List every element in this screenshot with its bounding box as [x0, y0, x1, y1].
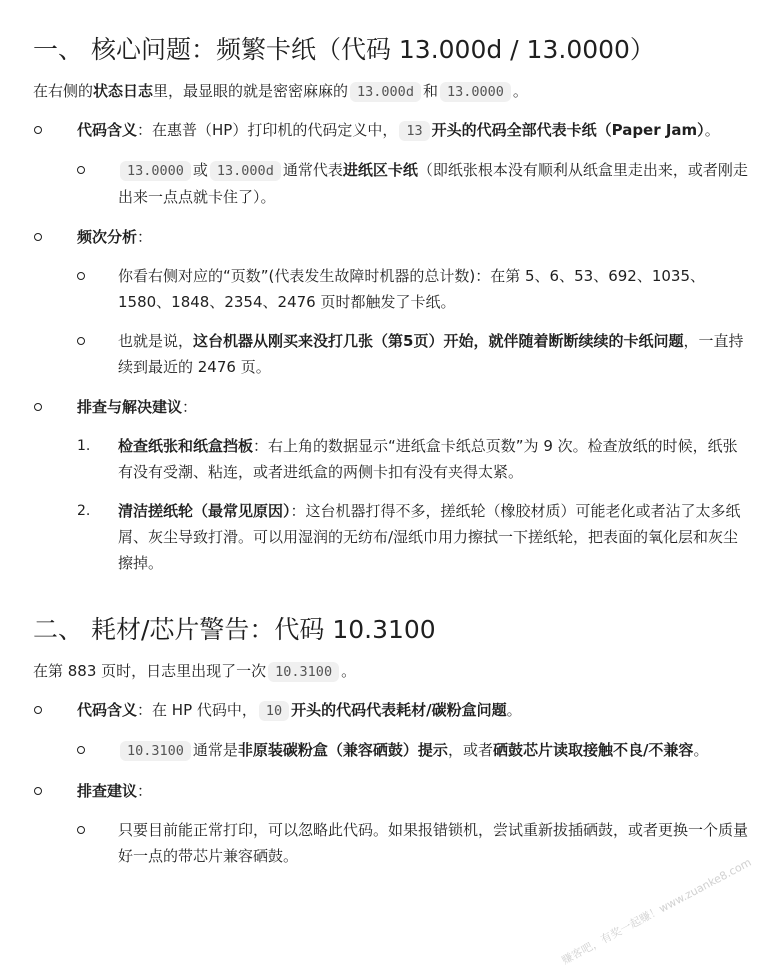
list-item-code-meaning: 代码含义：在 HP 代码中， 10 开头的代码代表耗材/碳粉盒问题。 10.3100 通常是非原装碳粉盒（兼容硒鼓）提示，或者硒鼓芯片读取接触不良/不兼容。: [33, 697, 749, 764]
list-item: 13.0000 或 13.000d 通常代表进纸区卡纸（即纸张根本没有顺利从纸盒里走出来，或者刚走出来一点点就卡住了）。: [77, 157, 749, 210]
numbered-item: 1. 检查纸张和纸盒挡板：右上角的数据显示“进纸盒卡纸总页数”为 9 次。检查放纸的时候，纸张有没有受潮、粘连，或者进纸盒的两侧卡扣有没有夹得太紧。: [77, 433, 749, 485]
bullet-icon: [34, 403, 42, 411]
list-item-code-meaning: 代码含义：在惠普（HP）打印机的代码定义中， 13 开头的代码全部代表卡纸（Paper Jam）。 13.0000 或 13.000d 通常代表进纸区卡纸（即纸张根本没有顺利从纸盒里走出来，或者刚走出来一点点就卡住了）。: [33, 117, 749, 210]
inline-code: 10.3100: [268, 662, 339, 682]
section2-title: 二、 耗材/芯片警告：代码 10.3100: [33, 615, 436, 644]
bullet-icon: [77, 272, 85, 280]
inline-code: 13.0000: [440, 82, 511, 102]
list-item: 你看右侧对应的“页数”(代表发生故障时机器的总计数)：在第 5、6、53、692、1035、1580、1848、2354、2476 页时都触发了卡纸。: [77, 263, 749, 315]
watermark: 赚客吧，有奖一起赚！www.zuanke8.com: [559, 855, 754, 968]
inline-code: 13.0000: [120, 161, 191, 181]
section1-intro: 在右侧的状态日志里，最显眼的就是密密麻麻的 13.000d 和 13.0000 。: [33, 82, 528, 100]
inline-code: 10.3100: [120, 741, 191, 761]
bullet-icon: [34, 233, 42, 241]
inline-code: 10: [259, 701, 289, 721]
list-item: 也就是说，这台机器从刚买来没打几张（第5页）开始，就伴随着断断续续的卡纸问题，一直持续到最近的 2476 页。: [77, 328, 749, 380]
list-item-advice: 排查建议： 只要目前能正常打印，可以忽略此代码。如果报错锁机，尝试重新拔插硒鼓，或者更换一个质量好一点的带芯片兼容硒鼓。: [33, 778, 749, 869]
bullet-icon: [34, 126, 42, 134]
bullet-icon: [34, 787, 42, 795]
bullet-icon: [34, 706, 42, 714]
bullet-icon: [77, 746, 85, 754]
list-item: 只要目前能正常打印，可以忽略此代码。如果报错锁机，尝试重新拔插硒鼓，或者更换一个质量好一点的带芯片兼容硒鼓。: [77, 817, 749, 869]
list-item-frequency: 频次分析： 你看右侧对应的“页数”(代表发生故障时机器的总计数)：在第 5、6、53、692、1035、1580、1848、2354、2476 页时都触发了卡纸。 也就是说，这台机器从刚买来没打几张（第5页）开始，就伴随着断断续续的卡纸问题，一直持续到最近的 2476 页。: [33, 224, 749, 380]
section1-title: 一、 核心问题：频繁卡纸（代码 13.000d / 13.0000）: [33, 35, 655, 64]
section1-list: [33, 117, 749, 576]
numbered-item: 2. 清洁搓纸轮（最常见原因）：这台机器打得不多，搓纸轮（橡胶材质）可能老化或者沾了太多纸屑、灰尘导致打滑。可以用湿润的无纺布/湿纸巾用力擦拭一下搓纸轮，把表面的氧化层和灰尘擦掉。: [77, 498, 749, 576]
inline-code: 13: [399, 121, 429, 141]
section2-list: [33, 697, 749, 869]
inline-code: 13.000d: [350, 82, 421, 102]
section2-intro: 在第 883 页时，日志里出现了一次 10.3100 。: [33, 662, 357, 680]
inline-code: 13.000d: [210, 161, 281, 181]
list-item-troubleshoot: 排查与解决建议： 1. 检查纸张和纸盒挡板：右上角的数据显示“进纸盒卡纸总页数”为 9 次。检查放纸的时候，纸张有没有受潮、粘连，或者进纸盒的两侧卡扣有没有夹得太紧。 2. 清洁搓纸轮（最常见原因）：这台机器打得不多，搓纸轮（橡胶材质）可能老化或者沾了太多纸屑、灰尘导致打滑。可以用湿润的无纺布/湿纸巾用力擦拭一下搓纸轮，把表面的氧化层和灰尘擦掉。: [33, 394, 749, 576]
list-number: 2.: [77, 503, 91, 519]
list-item: 10.3100 通常是非原装碳粉盒（兼容硒鼓）提示，或者硒鼓芯片读取接触不良/不兼容。: [77, 737, 749, 764]
bullet-icon: [77, 337, 85, 345]
bullet-icon: [77, 166, 85, 174]
bullet-icon: [77, 826, 85, 834]
list-number: 1.: [77, 438, 91, 454]
